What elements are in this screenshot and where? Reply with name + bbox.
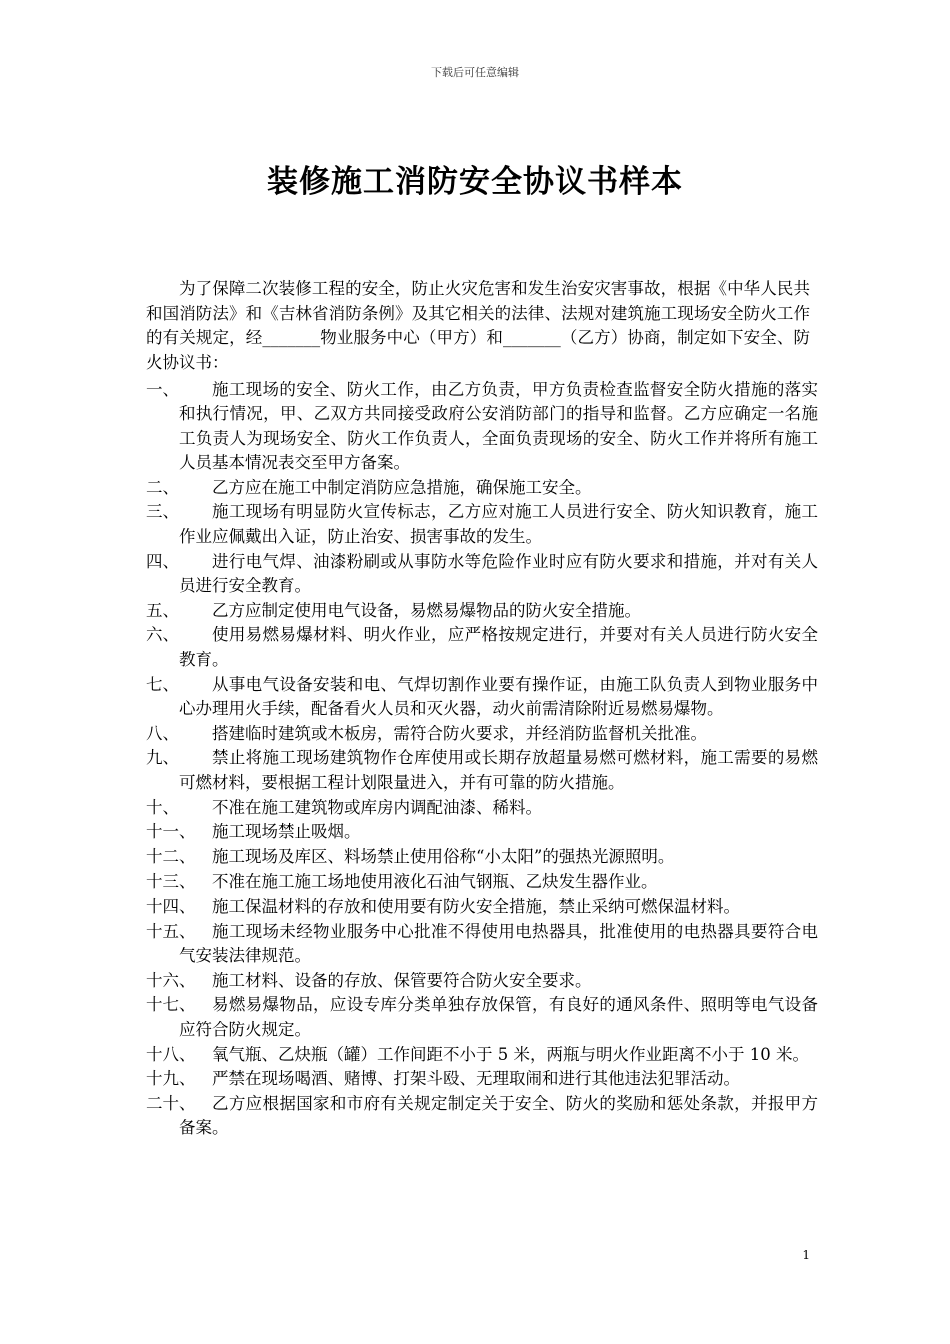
clause-item: [146, 920, 818, 969]
intro-paragraph: 为了保障二次装修工程的安全，防止火灾危害和发生治安灾害事故，根据《中华人民共和国消防法》和《吉林省消防条例》及其它相关的法律、法规对建筑施工现场安全防火工作的有关规定，经_______物业服务中心（甲方）和_______（乙方）协商，制定如下安全、防火协议书：: [146, 279, 810, 372]
clause-number: 十、: [146, 797, 179, 817]
clause-number: 十三、: [146, 871, 196, 891]
clause-number: 三、: [146, 502, 179, 522]
clause-item: [146, 550, 818, 599]
clause-text: 乙方应根据国家和市府有关规定制定关于安全、防火的奖励和惩处条款，并报甲方备案。: [179, 1094, 818, 1138]
clause-item: [146, 673, 818, 722]
clause-number: 十四、: [146, 896, 196, 916]
clause-item: [146, 746, 818, 795]
clause-text: 施工材料、设备的存放、保管要符合防火安全要求。: [212, 970, 592, 990]
clause-number: 九、: [146, 748, 179, 768]
clause-item: [146, 796, 818, 820]
clause-number: 十五、: [146, 921, 196, 941]
clause-text: 严禁在现场喝酒、赌博、打架斗殴、无理取闹和进行其他违法犯罪活动。: [212, 1069, 740, 1089]
clause-item: [146, 1067, 818, 1091]
clause-item: [146, 476, 818, 500]
clause-text: 施工保温材料的存放和使用要有防火安全措施，禁止采纳可燃保温材料。: [212, 896, 740, 916]
clause-number: 二十、: [146, 1094, 196, 1114]
clause-text: 施工现场未经物业服务中心批准不得使用电热器具，批准使用的电热器具要符合电气安装法律规范。: [179, 921, 818, 965]
clause-item: [146, 895, 818, 919]
clause-number: 六、: [146, 625, 179, 645]
page-number: 1: [802, 1248, 810, 1262]
clause-number: 十八、: [146, 1044, 196, 1064]
clause-item: [146, 500, 818, 549]
clause-text: 不准在施工建筑物或库房内调配油漆、稀料。: [212, 797, 542, 817]
clause-number: 十九、: [146, 1069, 196, 1089]
clause-text: 易燃易爆物品，应设专库分类单独存放保管，有良好的通风条件、照明等电气设备应符合防火规定。: [179, 995, 818, 1039]
clause-text: 不准在施工施工场地使用液化石油气钢瓶、乙炔发生器作业。: [212, 871, 658, 891]
clause-list: [146, 378, 818, 1141]
document-title: 装修施工消防安全协议书样本: [267, 164, 683, 200]
clause-number: 十二、: [146, 847, 196, 867]
clause-number: 十七、: [146, 995, 196, 1015]
clause-item: [146, 870, 818, 894]
clause-item: [146, 623, 818, 672]
clause-number: 一、: [146, 380, 179, 399]
clause-item: [146, 599, 818, 623]
clause-text: 使用易燃易爆材料、明火作业，应严格按规定进行，并要对有关人员进行防火安全教育。: [179, 625, 818, 669]
clause-item: [146, 969, 818, 993]
clause-item: [146, 378, 818, 475]
clause-number: 二、: [146, 477, 179, 497]
clause-text: 施工现场及库区、料场禁止使用俗称“小太阳”的强热光源照明。: [212, 847, 675, 867]
page-header-note: 下载后可任意编辑: [431, 66, 519, 79]
clause-item: [146, 1092, 818, 1141]
clause-text: 施工现场禁止吸烟。: [212, 822, 361, 842]
clause-number: 五、: [146, 600, 179, 620]
clause-text: 氧气瓶、乙炔瓶（罐）工作间距不小于 5 米，两瓶与明火作业距离不小于 10 米。: [212, 1044, 809, 1064]
clause-item: [146, 1043, 818, 1067]
clause-text: 乙方应制定使用电气设备，易燃易爆物品的防火安全措施。: [212, 600, 641, 620]
clause-item: [146, 993, 818, 1042]
clause-text: 搭建临时建筑或木板房，需符合防火要求，并经消防监督机关批准。: [212, 723, 707, 743]
clause-item: [146, 820, 818, 844]
clause-text: 从事电气设备安装和电、气焊切割作业要有操作证，由施工队负责人到物业服务中心办理用火手续，配备看火人员和灭火器，动火前需清除附近易燃易爆物。: [179, 674, 818, 718]
clause-text: 施工现场有明显防火宣传标志，乙方应对施工人员进行安全、防火知识教育，施工作业应佩戴出入证，防止治安、损害事故的发生。: [179, 502, 818, 546]
clause-number: 十一、: [146, 822, 196, 842]
clause-number: 七、: [146, 674, 179, 694]
clause-number: 十六、: [146, 970, 196, 990]
clause-number: 四、: [146, 551, 179, 571]
clause-text: 乙方应在施工中制定消防应急措施，确保施工安全。: [212, 477, 592, 497]
clause-text: 禁止将施工现场建筑物作仓库使用或长期存放超量易燃可燃材料，施工需要的易燃可燃材料，要根据工程计划限量进入，并有可靠的防火措施。: [179, 748, 818, 792]
clause-item: [146, 722, 818, 746]
clause-number: 八、: [146, 723, 179, 743]
clause-text: 进行电气焊、油漆粉刷或从事防水等危险作业时应有防火要求和措施，并对有关人员进行安全教育。: [179, 551, 818, 595]
clause-text: 施工现场的安全、防火工作，由乙方负责，甲方负责检查监督安全防火措施的落实和执行情况，甲、乙双方共同接受政府公安消防部门的指导和监督。乙方应确定一名施工负责人为现场安全、防火工作负责人，全面负责现场的安全、防火工作并将所有施工人员基本情况表交至甲方备案。: [179, 380, 818, 472]
clause-item: [146, 845, 818, 869]
